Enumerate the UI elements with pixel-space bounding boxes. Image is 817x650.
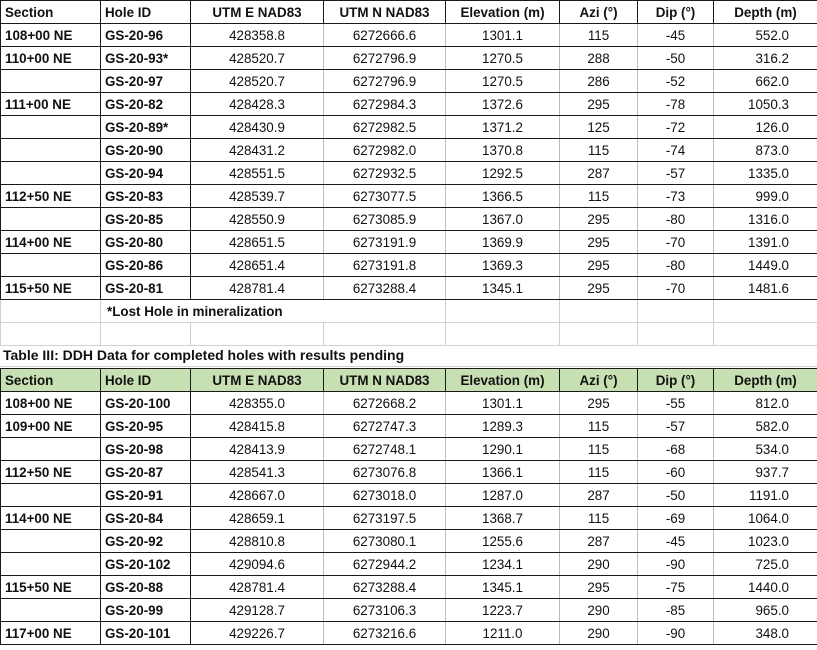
cell-section: 109+00 NE [1, 415, 101, 438]
cell-azimuth: 115 [560, 461, 638, 484]
cell-azimuth: 115 [560, 507, 638, 530]
cell-azimuth: 295 [560, 231, 638, 254]
cell-azimuth: 287 [560, 162, 638, 185]
cell-hole-id: GS-20-92 [101, 530, 191, 553]
table-row [1, 254, 817, 277]
cell-utm-n: 6273085.9 [324, 208, 446, 231]
cell-utm-e: 428781.4 [191, 576, 324, 599]
cell-elevation: 1270.5 [446, 47, 560, 70]
cell-utm-n: 6272668.2 [324, 392, 446, 415]
cell-depth: 1391.0 [714, 231, 817, 254]
column-header-utm-e: UTM E NAD83 [191, 1, 324, 24]
cell-depth: 582.0 [714, 415, 817, 438]
cell-depth: 348.0 [714, 622, 817, 645]
cell-azimuth: 295 [560, 277, 638, 300]
cell-section [1, 116, 101, 139]
cell-utm-n: 6272944.2 [324, 553, 446, 576]
empty-cell [638, 300, 714, 323]
cell-utm-n: 6273080.1 [324, 530, 446, 553]
cell-depth: 1064.0 [714, 507, 817, 530]
cell-utm-n: 6273216.6 [324, 622, 446, 645]
lost-hole-footnote: *Lost Hole in mineralization [101, 300, 446, 323]
cell-utm-e: 428358.8 [191, 24, 324, 47]
cell-hole-id: GS-20-97 [101, 70, 191, 93]
cell-dip: -45 [638, 530, 714, 553]
cell-utm-n: 6272666.6 [324, 24, 446, 47]
cell-hole-id: GS-20-84 [101, 507, 191, 530]
column-header-elevation: Elevation (m) [446, 1, 560, 24]
cell-depth: 725.0 [714, 553, 817, 576]
cell-dip: -57 [638, 415, 714, 438]
cell-elevation: 1292.5 [446, 162, 560, 185]
cell-utm-e: 428551.5 [191, 162, 324, 185]
column-header-depth: Depth (m) [714, 1, 817, 24]
cell-hole-id: GS-20-95 [101, 415, 191, 438]
cell-depth: 534.0 [714, 438, 817, 461]
column-header-dip: Dip (°) [638, 1, 714, 24]
cell-utm-e: 429128.7 [191, 599, 324, 622]
table-iii-title: Table III: DDH Data for completed holes with results pending [0, 343, 817, 367]
cell-depth: 552.0 [714, 24, 817, 47]
cell-depth: 873.0 [714, 139, 817, 162]
cell-hole-id: GS-20-83 [101, 185, 191, 208]
cell-section [1, 484, 101, 507]
cell-depth: 126.0 [714, 116, 817, 139]
cell-elevation: 1366.5 [446, 185, 560, 208]
cell-dip: -52 [638, 70, 714, 93]
cell-elevation: 1370.8 [446, 139, 560, 162]
cell-utm-n: 6273077.5 [324, 185, 446, 208]
cell-azimuth: 295 [560, 93, 638, 116]
cell-utm-n: 6272932.5 [324, 162, 446, 185]
cell-section [1, 139, 101, 162]
cell-section: 114+00 NE [1, 231, 101, 254]
cell-utm-e: 428651.4 [191, 254, 324, 277]
cell-depth: 965.0 [714, 599, 817, 622]
cell-dip: -50 [638, 47, 714, 70]
cell-azimuth: 290 [560, 622, 638, 645]
cell-azimuth: 115 [560, 24, 638, 47]
cell-utm-e: 428659.1 [191, 507, 324, 530]
cell-depth: 1191.0 [714, 484, 817, 507]
cell-section: 111+00 NE [1, 93, 101, 116]
cell-depth: 662.0 [714, 70, 817, 93]
cell-elevation: 1301.1 [446, 392, 560, 415]
column-header-section: Section [1, 369, 101, 392]
cell-hole-id: GS-20-81 [101, 277, 191, 300]
table-row [1, 484, 817, 507]
cell-dip: -68 [638, 438, 714, 461]
column-header-utm-n: UTM N NAD83 [324, 1, 446, 24]
cell-section [1, 530, 101, 553]
column-header-azimuth: Azi (°) [560, 369, 638, 392]
cell-section [1, 162, 101, 185]
cell-utm-e: 428520.7 [191, 70, 324, 93]
cell-elevation: 1345.1 [446, 576, 560, 599]
table-header-row [1, 1, 817, 24]
cell-hole-id: GS-20-98 [101, 438, 191, 461]
cell-utm-n: 6273076.8 [324, 461, 446, 484]
cell-dip: -57 [638, 162, 714, 185]
table-row [1, 185, 817, 208]
cell-elevation: 1234.1 [446, 553, 560, 576]
column-header-section: Section [1, 1, 101, 24]
cell-utm-e: 428667.0 [191, 484, 324, 507]
cell-elevation: 1290.1 [446, 438, 560, 461]
cell-utm-n: 6272748.1 [324, 438, 446, 461]
cell-elevation: 1255.6 [446, 530, 560, 553]
table-row [1, 47, 817, 70]
cell-azimuth: 125 [560, 116, 638, 139]
cell-depth: 937.7 [714, 461, 817, 484]
cell-depth: 1316.0 [714, 208, 817, 231]
column-header-utm-n: UTM N NAD83 [324, 369, 446, 392]
table-row [1, 139, 817, 162]
cell-utm-n: 6273018.0 [324, 484, 446, 507]
cell-azimuth: 288 [560, 47, 638, 70]
table-row [1, 231, 817, 254]
cell-azimuth: 290 [560, 553, 638, 576]
table-header-row [1, 369, 817, 392]
cell-dip: -90 [638, 553, 714, 576]
cell-utm-e: 428651.5 [191, 231, 324, 254]
table-row [1, 622, 817, 645]
cell-dip: -78 [638, 93, 714, 116]
cell-hole-id: GS-20-85 [101, 208, 191, 231]
table-row [1, 438, 817, 461]
cell-azimuth: 286 [560, 70, 638, 93]
cell-utm-e: 428550.9 [191, 208, 324, 231]
cell-azimuth: 295 [560, 576, 638, 599]
cell-elevation: 1366.1 [446, 461, 560, 484]
cell-section: 117+00 NE [1, 622, 101, 645]
column-header-elevation: Elevation (m) [446, 369, 560, 392]
column-header-dip: Dip (°) [638, 369, 714, 392]
footnote-row [1, 300, 817, 323]
cell-depth: 1335.0 [714, 162, 817, 185]
table-row [1, 93, 817, 116]
cell-utm-n: 6272747.3 [324, 415, 446, 438]
cell-dip: -75 [638, 576, 714, 599]
cell-azimuth: 287 [560, 484, 638, 507]
cell-utm-n: 6273191.8 [324, 254, 446, 277]
cell-hole-id: GS-20-101 [101, 622, 191, 645]
empty-cell [446, 300, 560, 323]
cell-utm-n: 6273197.5 [324, 507, 446, 530]
cell-dip: -45 [638, 24, 714, 47]
table-row [1, 576, 817, 599]
cell-utm-e: 428520.7 [191, 47, 324, 70]
column-header-azimuth: Azi (°) [560, 1, 638, 24]
cell-dip: -50 [638, 484, 714, 507]
cell-elevation: 1368.7 [446, 507, 560, 530]
cell-section: 115+50 NE [1, 576, 101, 599]
column-header-depth: Depth (m) [714, 369, 817, 392]
cell-section [1, 70, 101, 93]
cell-dip: -70 [638, 231, 714, 254]
cell-dip: -55 [638, 392, 714, 415]
cell-hole-id: GS-20-91 [101, 484, 191, 507]
cell-utm-n: 6272982.5 [324, 116, 446, 139]
cell-section [1, 553, 101, 576]
cell-elevation: 1211.0 [446, 622, 560, 645]
cell-utm-e: 428431.2 [191, 139, 324, 162]
empty-cell [714, 300, 817, 323]
ddh-table-pending [0, 368, 817, 645]
cell-section: 108+00 NE [1, 392, 101, 415]
cell-utm-e: 429226.7 [191, 622, 324, 645]
empty-cell [560, 300, 638, 323]
cell-elevation: 1371.2 [446, 116, 560, 139]
cell-elevation: 1367.0 [446, 208, 560, 231]
cell-section: 115+50 NE [1, 277, 101, 300]
cell-utm-e: 428781.4 [191, 277, 324, 300]
table-row [1, 415, 817, 438]
cell-hole-id: GS-20-80 [101, 231, 191, 254]
cell-utm-n: 6272982.0 [324, 139, 446, 162]
cell-utm-n: 6272796.9 [324, 70, 446, 93]
cell-utm-e: 428415.8 [191, 415, 324, 438]
cell-section: 114+00 NE [1, 507, 101, 530]
cell-depth: 1449.0 [714, 254, 817, 277]
cell-elevation: 1289.3 [446, 415, 560, 438]
table-row [1, 70, 817, 93]
cell-hole-id: GS-20-94 [101, 162, 191, 185]
table-row [1, 277, 817, 300]
table-row [1, 116, 817, 139]
cell-utm-e: 428413.9 [191, 438, 324, 461]
cell-azimuth: 287 [560, 530, 638, 553]
cell-dip: -80 [638, 208, 714, 231]
cell-dip: -73 [638, 185, 714, 208]
cell-azimuth: 295 [560, 208, 638, 231]
cell-depth: 316.2 [714, 47, 817, 70]
cell-dip: -60 [638, 461, 714, 484]
table-row [1, 530, 817, 553]
cell-section [1, 208, 101, 231]
cell-dip: -70 [638, 277, 714, 300]
cell-azimuth: 115 [560, 438, 638, 461]
cell-utm-n: 6273288.4 [324, 277, 446, 300]
cell-section [1, 254, 101, 277]
cell-utm-e: 428541.3 [191, 461, 324, 484]
table-row [1, 553, 817, 576]
cell-elevation: 1369.9 [446, 231, 560, 254]
cell-elevation: 1270.5 [446, 70, 560, 93]
cell-hole-id: GS-20-89* [101, 116, 191, 139]
cell-utm-e: 429094.6 [191, 553, 324, 576]
cell-azimuth: 115 [560, 415, 638, 438]
cell-depth: 812.0 [714, 392, 817, 415]
cell-utm-n: 6273106.3 [324, 599, 446, 622]
column-header-hole-id: Hole ID [101, 369, 191, 392]
cell-hole-id: GS-20-102 [101, 553, 191, 576]
cell-utm-e: 428810.8 [191, 530, 324, 553]
cell-elevation: 1301.1 [446, 24, 560, 47]
cell-azimuth: 115 [560, 139, 638, 162]
cell-section [1, 599, 101, 622]
cell-elevation: 1372.6 [446, 93, 560, 116]
empty-cell [1, 300, 101, 323]
cell-dip: -90 [638, 622, 714, 645]
cell-depth: 1440.0 [714, 576, 817, 599]
table-row [1, 507, 817, 530]
cell-azimuth: 290 [560, 599, 638, 622]
cell-utm-n: 6273288.4 [324, 576, 446, 599]
cell-hole-id: GS-20-93* [101, 47, 191, 70]
cell-section [1, 438, 101, 461]
cell-dip: -74 [638, 139, 714, 162]
cell-section: 112+50 NE [1, 185, 101, 208]
cell-hole-id: GS-20-100 [101, 392, 191, 415]
cell-section: 110+00 NE [1, 47, 101, 70]
cell-elevation: 1345.1 [446, 277, 560, 300]
cell-depth: 1023.0 [714, 530, 817, 553]
cell-azimuth: 115 [560, 185, 638, 208]
cell-hole-id: GS-20-90 [101, 139, 191, 162]
cell-utm-e: 428428.3 [191, 93, 324, 116]
table-row [1, 461, 817, 484]
cell-hole-id: GS-20-99 [101, 599, 191, 622]
table-row [1, 162, 817, 185]
cell-depth: 1050.3 [714, 93, 817, 116]
cell-azimuth: 295 [560, 392, 638, 415]
cell-utm-e: 428355.0 [191, 392, 324, 415]
cell-hole-id: GS-20-88 [101, 576, 191, 599]
cell-section: 108+00 NE [1, 24, 101, 47]
cell-dip: -85 [638, 599, 714, 622]
cell-dip: -69 [638, 507, 714, 530]
column-header-utm-e: UTM E NAD83 [191, 369, 324, 392]
cell-depth: 999.0 [714, 185, 817, 208]
cell-elevation: 1369.3 [446, 254, 560, 277]
cell-utm-e: 428430.9 [191, 116, 324, 139]
cell-utm-e: 428539.7 [191, 185, 324, 208]
cell-elevation: 1223.7 [446, 599, 560, 622]
table-row [1, 599, 817, 622]
cell-section: 112+50 NE [1, 461, 101, 484]
cell-hole-id: GS-20-96 [101, 24, 191, 47]
cell-utm-n: 6273191.9 [324, 231, 446, 254]
cell-azimuth: 295 [560, 254, 638, 277]
cell-utm-n: 6272796.9 [324, 47, 446, 70]
column-header-hole-id: Hole ID [101, 1, 191, 24]
cell-hole-id: GS-20-87 [101, 461, 191, 484]
cell-dip: -72 [638, 116, 714, 139]
table-row [1, 392, 817, 415]
cell-utm-n: 6272984.3 [324, 93, 446, 116]
table-row [1, 208, 817, 231]
cell-depth: 1481.6 [714, 277, 817, 300]
table-row [1, 24, 817, 47]
cell-elevation: 1287.0 [446, 484, 560, 507]
cell-hole-id: GS-20-82 [101, 93, 191, 116]
cell-hole-id: GS-20-86 [101, 254, 191, 277]
cell-dip: -80 [638, 254, 714, 277]
